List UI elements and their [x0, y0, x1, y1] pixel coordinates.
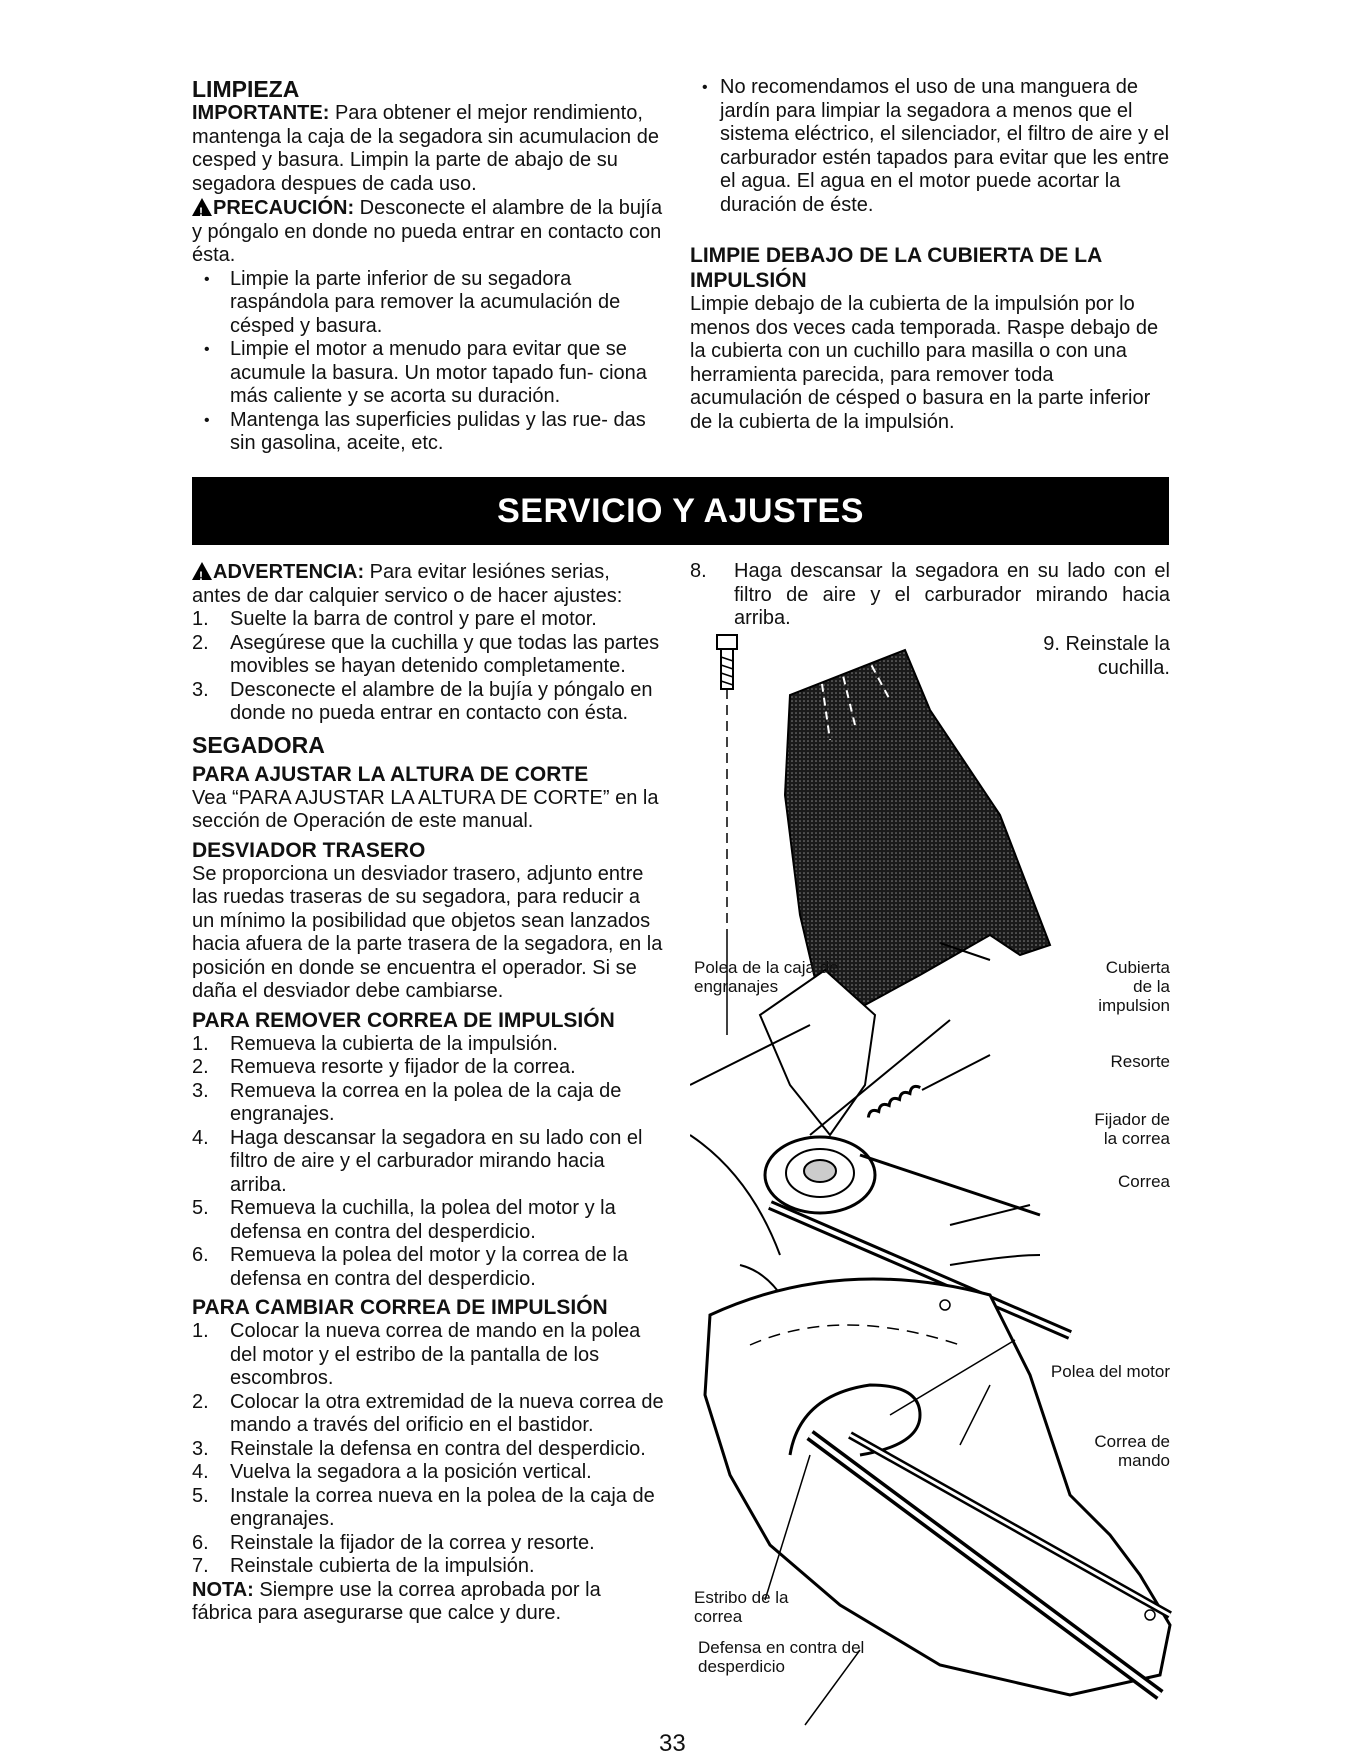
page-number: 33 — [659, 1730, 686, 1757]
advertencia-text: Para evitar lesiónes serias, antes de dar calquier servico o de hacer ajustes: — [192, 561, 623, 607]
list-item: • Limpie el motor a menudo para evitar que se acumule la basura. Un motor tapado fun- ciona más caliente y se acorta su duración. — [192, 338, 664, 409]
advertencia-paragraph — [192, 560, 664, 608]
altura-text: Vea “PARA AJUSTAR LA ALTURA DE CORTE” en la sección de Operación de este manual. — [192, 786, 659, 832]
label-correa: Correa — [1118, 1172, 1170, 1191]
importante-text: Para obtener el mejor rendimiento, mantenga la caja de la segadora sin acumulacion de cesped y basura. Limpin la parte de abajo de su segadora despues de cada uso. — [192, 102, 659, 195]
step-9: 9. Reinstale la cuchilla. — [1043, 633, 1170, 679]
warning-triangle-icon — [192, 562, 212, 580]
remover-heading: PARA REMOVER CORREA DE IMPULSIÓN — [192, 1008, 615, 1032]
list-item: 4. Haga descansar la segadora en su lado con el filtro de aire y el carburador mirando hacia arriba. — [192, 1126, 643, 1196]
label-resorte: Resorte — [1110, 1052, 1170, 1071]
list-item: 2. Asegúrese que la cuchilla y que todas las partes movibles se hayan detenido completamente. — [192, 631, 660, 677]
cambiar-heading: PARA CAMBIAR CORREA DE IMPULSIÓN — [192, 1296, 608, 1319]
manguera-bullet — [690, 76, 1170, 217]
list-item: 6. Reinstale la fijador de la correa y resorte. — [192, 1531, 595, 1554]
spring-icon — [866, 1084, 920, 1117]
desviador-text: Se proporciona un desviador trasero, adjunto entre las ruedas traseras de su segadora, para reducir a un mínimo la posibilidad que objetos sean lanzados hacia afuera de la parte trasera de la segadora, en la posición en donde se encuentra el operador. Si se daña el desviador debe cambiarse. — [192, 862, 663, 1002]
remover-steps — [192, 1033, 664, 1292]
label-cubierta: Cubierta de la impulsion — [1098, 958, 1170, 1015]
list-item: 3. Desconecte el alambre de la bujía y póngalo en donde no pueda entrar en contacto con ésta. — [192, 678, 653, 724]
label-defensa: Defensa en contra del desperdicio — [698, 1638, 865, 1676]
importante-label: IMPORTANTE: — [192, 102, 330, 124]
limpie-text: Limpie debajo de la cubierta de la impulsión por lo menos dos veces cada temporada. Raspe debajo de la cubierta con un cuchillo para masilla o con una herramienta parecida, para remover toda acumulación de césped o basura en la parte inferior de la cubierta de la impulsión. — [690, 293, 1159, 433]
importante-paragraph — [192, 102, 664, 196]
label-polea-motor: Polea del motor — [1050, 1362, 1170, 1381]
list-item: 4. Vuelva la segadora a la posición vertical. — [192, 1461, 592, 1483]
list-item: 1. Colocar la nueva correa de mando en la polea del motor y el estribo de la pantalla de los escombros. — [192, 1320, 641, 1389]
segadora-heading: SEGADORA — [192, 731, 325, 758]
list-item: 1. Remueva la cubierta de la impulsión. — [192, 1032, 558, 1055]
list-item: • No recomendamos el uso de una manguera de jardín para limpiar la segadora a menos que el sistema eléctrico, el silenciador, el filtro de aire y el carburador estén tapados para evitar que les entre el agua. El agua en el motor puede acortar la duración de éste. — [690, 76, 1170, 217]
nota-paragraph — [192, 1579, 664, 1626]
list-item: 2. Colocar la otra extremidad de la nueva correa de mando a través del orificio en el bastidor. — [192, 1390, 664, 1436]
warning-triangle-icon — [192, 198, 212, 216]
label-estribo: Estribo de la correa — [694, 1588, 789, 1626]
list-item: 5. Remueva la cuchilla, la polea del motor y la defensa en contra del desperdicio. — [192, 1197, 616, 1243]
desviador-heading: DESVIADOR TRASERO — [192, 838, 426, 862]
list-item: • Limpie la parte inferior de su segadora raspándola para remover la acumulación de césped y basura. — [192, 268, 664, 339]
limpieza-section — [192, 76, 664, 456]
nota-text: Siempre use la correa aprobada por la fábrica para asegurarse que calce y dure. — [192, 1578, 601, 1624]
limpieza-bullets — [192, 268, 664, 456]
list-item: 5. Instale la correa nueva en la polea de la caja de engranajes. — [192, 1484, 655, 1530]
limpieza-title: LIMPIEZA — [192, 76, 300, 102]
list-item: 3. Reinstale la defensa en contra del desperdicio. — [192, 1437, 646, 1460]
warning-steps — [192, 608, 664, 726]
list-item: 2. Remueva resorte y fijador de la correa. — [192, 1056, 576, 1078]
list-item: 6. Remueva la polea del motor y la correa de la defensa en contra del desperdicio. — [192, 1244, 628, 1290]
section-banner: SERVICIO Y AJUSTES — [192, 477, 1169, 545]
nota-label: NOTA: — [192, 1578, 254, 1601]
precaucion-text: Desconecte el alambre de la bujía y póngalo en donde no pueda entrar en contacto con ésta. — [192, 197, 663, 266]
servicio-left-column — [192, 560, 664, 1626]
list-item: 7. Reinstale cubierta de la impulsión. — [192, 1555, 535, 1577]
label-correa-mando: Correa de mando — [1094, 1432, 1170, 1470]
bolt-icon — [717, 635, 737, 689]
list-item: 8. Haga descansar la segadora en su lado con el filtro de aire y el carburador mirando hacia arriba. — [690, 560, 1170, 629]
list-item: 3. Remueva la correa en la polea de la caja de engranajes. — [192, 1079, 622, 1125]
list-item: 1. Suelte la barra de control y pare el motor. — [192, 608, 597, 630]
list-item: • Mantenga las superficies pulidas y las rue- das sin gasolina, aceite, etc. — [192, 409, 664, 456]
advertencia-label: ADVERTENCIA: — [213, 561, 365, 583]
limpie-heading: LIMPIE DEBAJO DE LA CUBIERTA DE LA IMPULSIÓN — [690, 244, 1102, 292]
label-fijador: Fijador de la correa — [1094, 1110, 1170, 1148]
label-polea-caja: Polea de la caja de engranajes — [694, 958, 839, 996]
precaucion-paragraph — [192, 196, 664, 268]
cambiar-steps — [192, 1320, 664, 1579]
manguera-section — [690, 76, 1170, 434]
precaucion-label: PRECAUCIÓN: — [213, 197, 355, 219]
altura-heading: PARA AJUSTAR LA ALTURA DE CORTE — [192, 762, 589, 786]
